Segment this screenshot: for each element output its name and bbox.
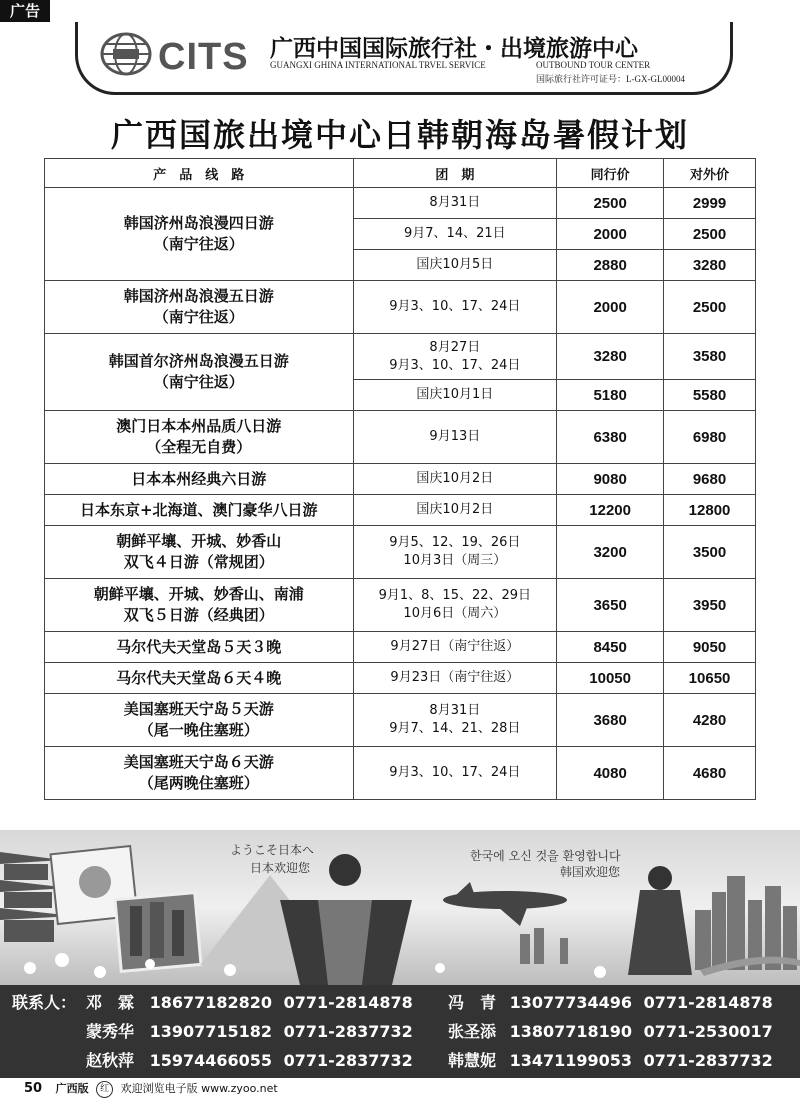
retail-price-cell: 3580 <box>664 334 756 380</box>
retail-price-cell: 2999 <box>664 188 756 219</box>
trade-price-cell: 3680 <box>557 694 664 747</box>
photo-card-2 <box>115 893 201 972</box>
period-cell <box>353 411 557 464</box>
kr-welcome-text: 한국에 오신 것을 환영합니다 <box>470 849 621 863</box>
trade-price-cell: 3650 <box>557 579 664 632</box>
contact-phone: 0771-2837732 <box>283 1022 413 1041</box>
contact-name: 邓 霖 <box>86 993 135 1012</box>
retail-price-cell: 3280 <box>664 250 756 281</box>
period-line: 9月3、10、17、24日 <box>389 765 521 780</box>
period-line: 9月5、12、19、26日 <box>389 535 521 550</box>
org-name-en: GUANGXI GHINA INTERNATIONAL TRVEL SERVICE <box>270 60 486 70</box>
route-line: 美国塞班天宁岛６天游 <box>123 753 274 771</box>
route-cell <box>45 579 354 632</box>
route-cell <box>45 188 354 281</box>
period-line: 国庆10月5日 <box>416 257 494 272</box>
route-line: 韩国首尔济州岛浪漫五日游 <box>108 352 289 370</box>
table-row <box>45 579 756 632</box>
header-route: 产 品 线 路 <box>45 159 354 188</box>
jp-welcome-cn-text: 日本欢迎您 <box>250 861 311 875</box>
page-title: 广西国旅出境中心日韩朝海岛暑假计划 <box>110 116 689 154</box>
contact-zhao <box>86 1047 413 1075</box>
route-line: （尾两晚住塞班） <box>138 774 259 792</box>
route-line: 双飞５日游（经典团） <box>123 606 274 624</box>
retail-price-cell: 12800 <box>664 495 756 526</box>
contact-zhang <box>448 1018 773 1046</box>
edition-label: 广西版 <box>55 1082 89 1095</box>
route-line: 马尔代夫天堂岛６天４晚 <box>116 668 282 687</box>
travel-banner <box>0 830 800 985</box>
route-cell <box>45 747 354 800</box>
route-cell <box>45 694 354 747</box>
trade-price-cell: 2000 <box>557 219 664 250</box>
airplane-icon <box>443 882 567 926</box>
trade-price-cell: 6380 <box>557 411 664 464</box>
contact-name: 蒙秀华 <box>86 1022 135 1041</box>
period-cell <box>353 632 557 663</box>
period-cell <box>353 464 557 495</box>
route-line: （尾一晚住塞班） <box>138 721 259 739</box>
table-row <box>45 747 756 800</box>
period-cell <box>353 380 557 411</box>
hanbok-woman-figure <box>628 866 692 975</box>
contact-phone: 0771-2837732 <box>283 1051 413 1070</box>
trade-price-cell: 3200 <box>557 526 664 579</box>
trade-price-cell: 8450 <box>557 632 664 663</box>
table-row <box>45 281 756 334</box>
retail-price-cell: 9050 <box>664 632 756 663</box>
route-line: 韩国济州岛浪漫四日游 <box>123 214 274 232</box>
period-line: 8月31日 <box>429 703 481 718</box>
trade-price-cell: 9080 <box>557 464 664 495</box>
period-line: 国庆10月2日 <box>416 502 494 517</box>
trade-price-cell: 12200 <box>557 495 664 526</box>
contact-name: 韩慧妮 <box>448 1051 497 1070</box>
period-line: 10月6日（周六） <box>403 606 507 621</box>
trade-price-cell: 4080 <box>557 747 664 800</box>
route-line: 双飞４日游（常规团） <box>123 553 274 571</box>
kr-welcome-cn-text: 韩国欢迎您 <box>560 865 621 879</box>
contact-name: 张圣添 <box>448 1022 497 1041</box>
contact-phone: 0771-2814878 <box>643 993 773 1012</box>
period-cell <box>353 250 557 281</box>
retail-price-cell: 4680 <box>664 747 756 800</box>
retail-price-cell: 4280 <box>664 694 756 747</box>
table-row <box>45 464 756 495</box>
retail-price-cell: 2500 <box>664 219 756 250</box>
route-cell <box>45 632 354 663</box>
contact-mobile: 13907715182 <box>149 1022 273 1041</box>
route-line: （南宁往返） <box>153 308 244 326</box>
period-cell <box>353 579 557 632</box>
ad-tag: 广告 <box>0 0 50 22</box>
route-cell <box>45 281 354 334</box>
route-line: 美国塞班天宁岛５天游 <box>123 700 274 718</box>
route-line: 韩国济州岛浪漫五日游 <box>123 287 274 305</box>
period-line: 9月7、14、21日 <box>404 226 506 241</box>
contact-name: 赵秋萍 <box>86 1051 135 1070</box>
table-row <box>45 411 756 464</box>
table-row <box>45 495 756 526</box>
header-period: 团 期 <box>353 159 557 188</box>
org-name-cn: 广西中国国际旅行社・出境旅游中心 <box>270 36 638 62</box>
cits-globe-logo <box>100 32 152 76</box>
route-line: 日本东京+北海道、澳门豪华八日游 <box>79 500 318 519</box>
license-number: 国际旅行社许可证号：L-GX-GL00004 <box>536 74 685 84</box>
retail-price-cell: 9680 <box>664 464 756 495</box>
header <box>75 22 733 95</box>
route-line: 朝鲜平壤、开城、妙香山、南浦 <box>93 585 304 603</box>
period-cell <box>353 526 557 579</box>
trade-price-cell: 5180 <box>557 380 664 411</box>
jp-welcome-text: ようこそ日本へ <box>230 843 315 857</box>
header-trade-price: 同行价 <box>557 159 664 188</box>
table-row <box>45 663 756 694</box>
route-cell <box>45 526 354 579</box>
retail-price-cell: 6980 <box>664 411 756 464</box>
period-cell <box>353 188 557 219</box>
trade-price-cell: 2500 <box>557 188 664 219</box>
contact-mobile: 13471199053 <box>509 1051 633 1070</box>
table-row <box>45 334 756 380</box>
period-cell <box>353 694 557 747</box>
route-cell <box>45 334 354 411</box>
period-cell <box>353 495 557 526</box>
period-line: 国庆10月1日 <box>416 387 494 402</box>
retail-price-cell: 2500 <box>664 281 756 334</box>
price-table-body <box>45 188 756 800</box>
logo-text: CITS <box>158 36 249 78</box>
period-line: 8月31日 <box>429 195 481 210</box>
badge-icon: 红 <box>96 1081 113 1098</box>
route-line: （南宁往返） <box>153 235 244 253</box>
page-number: 50 <box>24 1081 43 1096</box>
contact-meng <box>86 1018 413 1046</box>
trade-price-cell: 10050 <box>557 663 664 694</box>
trade-price-cell: 3280 <box>557 334 664 380</box>
period-line: 9月3、10、17、24日 <box>389 299 521 314</box>
contacts-panel <box>0 985 800 1078</box>
outbound-center-en: OUTBOUND TOUR CENTER <box>536 60 651 70</box>
period-line: 国庆10月2日 <box>416 471 494 486</box>
period-cell <box>353 334 557 380</box>
contact-name: 冯 青 <box>448 993 497 1012</box>
period-line: 9月27日（南宁往返） <box>390 639 520 654</box>
website-link[interactable]: 欢迎浏览电子版 www.zyoo.net <box>120 1082 278 1095</box>
table-row <box>45 188 756 219</box>
table-row <box>45 694 756 747</box>
contact-phone: 0771-2814878 <box>283 993 413 1012</box>
route-line: 马尔代夫天堂岛５天３晚 <box>116 637 282 656</box>
period-cell <box>353 281 557 334</box>
period-cell <box>353 219 557 250</box>
period-line: 9月1、8、15、22、29日 <box>378 588 532 603</box>
route-line: 日本本州经典六日游 <box>131 469 267 488</box>
route-cell <box>45 663 354 694</box>
contact-han <box>448 1047 773 1075</box>
retail-price-cell: 3500 <box>664 526 756 579</box>
period-line: 9月13日 <box>429 429 481 444</box>
retail-price-cell: 3950 <box>664 579 756 632</box>
route-line: 澳门日本本州品质八日游 <box>116 417 282 435</box>
route-cell <box>45 495 354 526</box>
route-cell <box>45 411 354 464</box>
period-line: 10月3日（周三） <box>403 553 507 568</box>
price-table <box>44 158 756 800</box>
contact-mobile: 15974466055 <box>149 1051 273 1070</box>
contact-mobile: 18677182820 <box>149 993 273 1012</box>
contact-phone: 0771-2530017 <box>643 1022 773 1041</box>
retail-price-cell: 5580 <box>664 380 756 411</box>
period-line: 9月23日（南宁往返） <box>390 670 520 685</box>
route-line: （全程无自费） <box>146 438 252 456</box>
trade-price-cell: 2000 <box>557 281 664 334</box>
route-line: （南宁往返） <box>153 373 244 391</box>
page-footer <box>0 1078 800 1100</box>
contact-mobile: 13077734496 <box>509 993 633 1012</box>
table-row <box>45 632 756 663</box>
period-line: 8月27日 <box>429 339 481 355</box>
header-retail-price: 对外价 <box>664 159 756 188</box>
banner-illustration <box>0 830 800 985</box>
period-cell <box>353 747 557 800</box>
contact-deng <box>86 989 413 1017</box>
contact-feng <box>448 989 773 1017</box>
route-line: 朝鲜平壤、开城、妙香山 <box>116 532 282 550</box>
contact-phone: 0771-2837732 <box>643 1051 773 1070</box>
table-row <box>45 526 756 579</box>
table-header-row <box>45 159 756 188</box>
trade-price-cell: 2880 <box>557 250 664 281</box>
period-line: 9月7、14、21、28日 <box>389 721 521 736</box>
contacts-label: 联系人： <box>12 993 77 1012</box>
route-cell <box>45 464 354 495</box>
period-cell <box>353 663 557 694</box>
contact-mobile: 13807718190 <box>509 1022 633 1041</box>
retail-price-cell: 10650 <box>664 663 756 694</box>
period-line: 9月3、10、17、24日 <box>389 357 521 373</box>
